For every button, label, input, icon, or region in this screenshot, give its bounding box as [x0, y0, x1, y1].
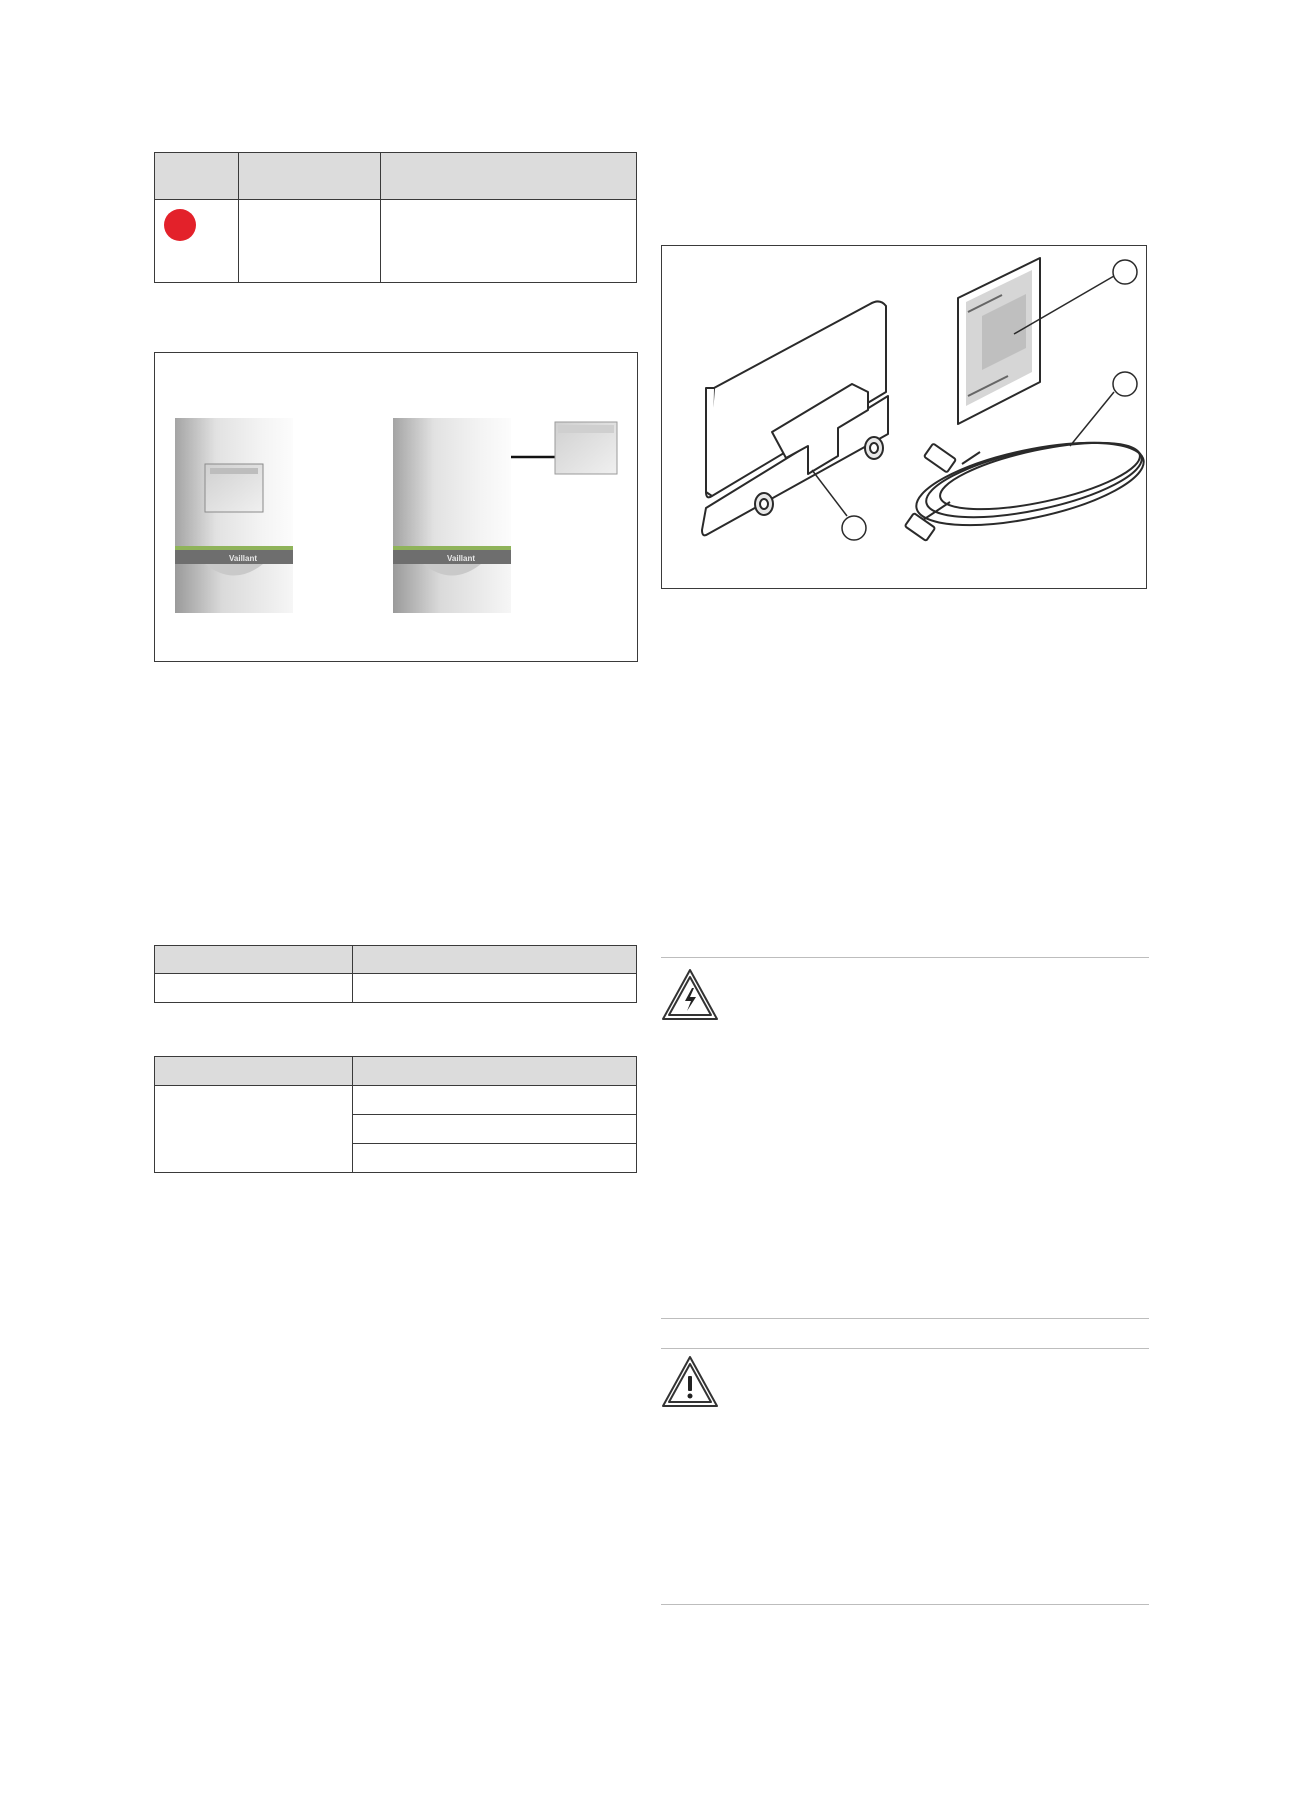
warning-2-top-rule — [661, 1348, 1149, 1349]
manual-sheet — [958, 258, 1040, 424]
figure-boilers — [154, 352, 638, 662]
table-a-cell — [155, 974, 353, 1003]
red-status-indicator-icon — [164, 209, 196, 241]
status-table-header-2 — [239, 153, 381, 200]
general-warning-icon — [661, 1355, 719, 1409]
figure-scope-of-delivery — [661, 245, 1147, 589]
warning-2 — [661, 1355, 1149, 1595]
status-table-header-3 — [381, 153, 637, 200]
table-b-cell — [353, 1144, 637, 1173]
boilers-illustration — [155, 353, 639, 663]
status-indicator-cell — [155, 200, 239, 283]
status-table-cell-3 — [381, 200, 637, 283]
wall-bracket — [702, 301, 888, 535]
boiler-with-display — [175, 418, 293, 613]
table-b — [154, 1056, 637, 1173]
boiler-1-logo: Vaillant — [229, 554, 258, 563]
callout-2 — [1113, 260, 1137, 284]
scope-of-delivery-illustration — [662, 246, 1148, 590]
table-a-header-2 — [353, 946, 637, 974]
connection-cable — [905, 427, 1148, 542]
status-table — [154, 152, 637, 283]
table-a-cell — [353, 974, 637, 1003]
electric-shock-warning-icon — [661, 968, 719, 1022]
warning-1 — [661, 968, 1149, 1316]
warning-1-bottom-rule — [661, 1318, 1149, 1319]
table-b-cell — [353, 1115, 637, 1144]
callout-3 — [1113, 372, 1137, 396]
table-a — [154, 945, 637, 1003]
warning-2-bottom-rule — [661, 1604, 1149, 1605]
warning-1-top-rule — [661, 957, 1149, 958]
table-b-header-1 — [155, 1057, 353, 1086]
table-a-header-1 — [155, 946, 353, 974]
table-b-cell — [353, 1086, 637, 1115]
boiler-with-external-module — [393, 418, 617, 613]
status-table-cell-2 — [239, 200, 381, 283]
boiler-2-logo: Vaillant — [447, 554, 476, 563]
status-table-header-1 — [155, 153, 239, 200]
table-b-merged-cell — [155, 1086, 353, 1173]
callout-1 — [842, 516, 866, 540]
table-b-header-2 — [353, 1057, 637, 1086]
